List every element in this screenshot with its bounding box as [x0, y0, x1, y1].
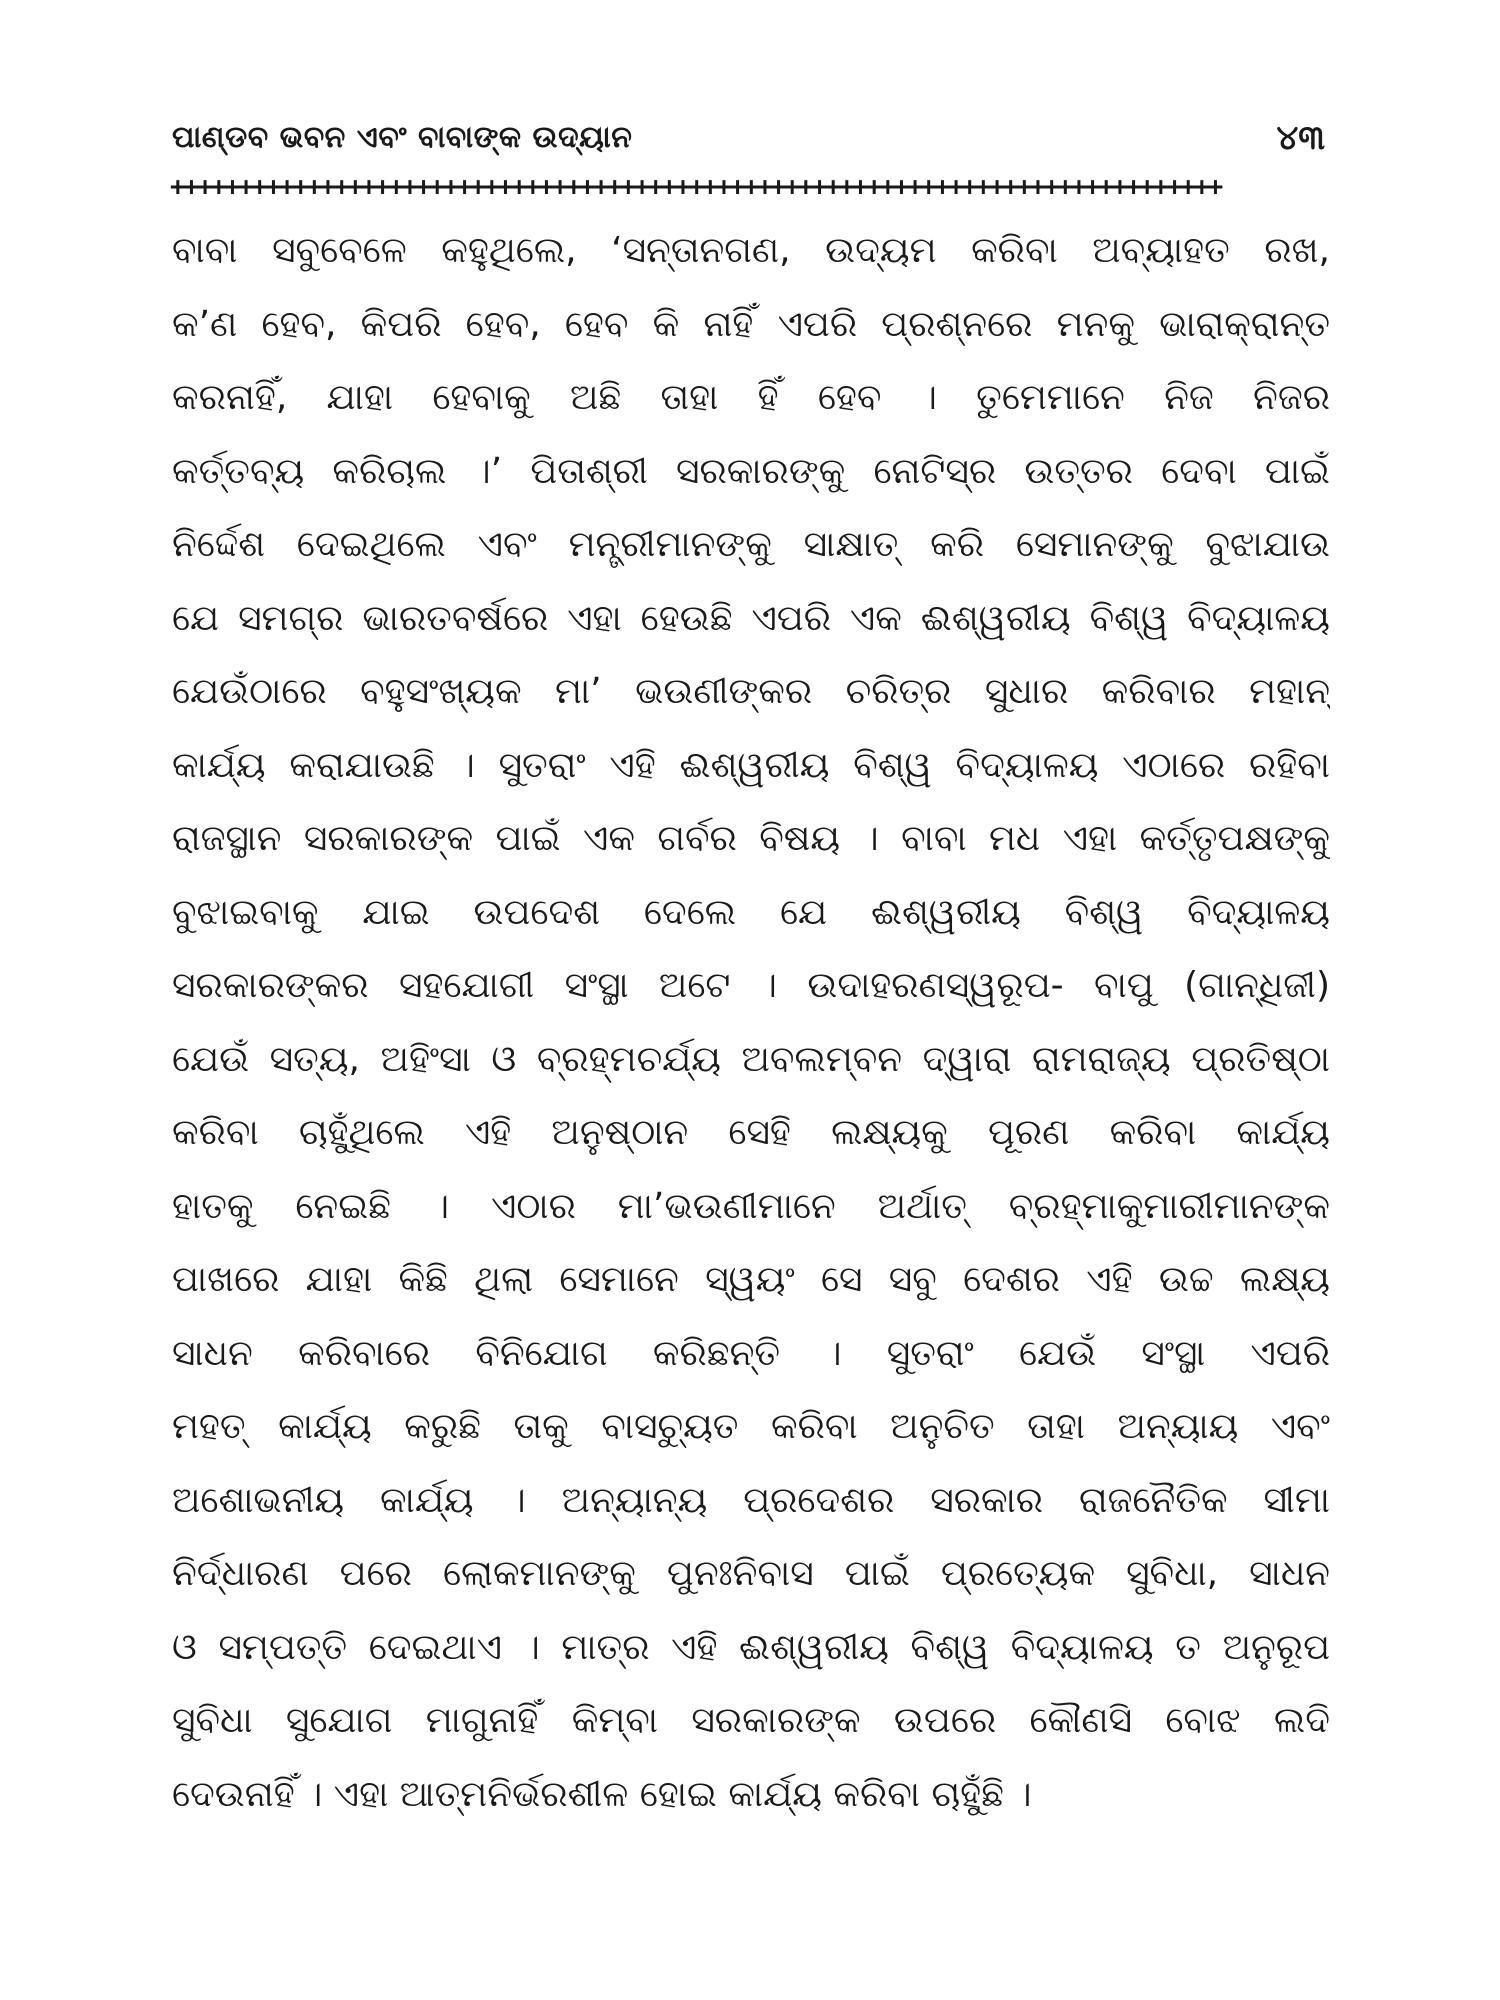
text-line: ସାଧନ କରିବାରେ ବିନିଯୋଗ କରିଛନ୍ତି । ସୁତରାଂ ଯେଉଁ ସଂସ୍ଥା ଏପରି	[172, 1332, 1330, 1374]
text-line: କରିବା ଚାହୁଁଥିଲେ ଏହି ଅନୁଷ୍ଠାନ ସେହି ଲକ୍ଷ୍ୟକୁ ପୂରଣ କରିବା କାର୍ଯ୍ୟ	[172, 1112, 1330, 1153]
text-line: କର୍ତ୍ତବ୍ୟ କରିଚାଲ ।’ ପିତାଶ୍ରୀ ସରକାରଙ୍କୁ ନୋଟିସ୍‌ର ଉତ୍ତର ଦେବା ପାଇଁ	[172, 450, 1330, 492]
body-paragraph	[172, 214, 1330, 1831]
text-line: ନିର୍ଦ୍ଧାରଣ ପରେ ଲୋକମାନଙ୍କୁ ପୁନଃନିବାସ ପାଇଁ ପ୍ରତ୍ୟେକ ସୁବିଧା, ସାଧନ	[172, 1553, 1330, 1594]
running-title: ପାଣ୍ଡବ ଭବନ ଏବଂ ବାବାଙ୍କ ଉଦ୍ୟାନ	[172, 120, 633, 155]
text-line: ବୁଝାଇବାକୁ ଯାଇ ଉପଦେଶ ଦେଲେ ଯେ ଈଶ୍ୱରୀୟ ବିଶ୍ୱ ବିଦ୍ୟାଳୟ	[172, 891, 1330, 933]
text-line: ଯେଉଁ ସତ୍ୟ, ଅହିଂସା ଓ ବ୍ରହ୍ମଚର୍ଯ୍ୟ ଅବଲମ୍ବନ ଦ୍ୱାରା ରାମରାଜ୍ୟ ପ୍ରତିଷ୍ଠା	[172, 1038, 1330, 1080]
text-line: କ’ଣ ହେବ, କିପରି ହେବ, ହେବ କି ନାହିଁ ଏପରି ପ୍ରଶ୍ନରେ ମନକୁ ଭାରାକ୍ରାନ୍ତ	[172, 303, 1330, 345]
page-number: ୪୩	[1276, 118, 1325, 158]
text-line: ହାତକୁ ନେଇଛି । ଏଠାର ମା’ଭଉଣୀମାନେ ଅର୍ଥାତ୍ ବ୍ରହ୍ମାକୁମାରୀମାନଙ୍କ	[172, 1185, 1330, 1227]
text-line: ସୁବିଧା ସୁଯୋଗ ମାଗୁନାହିଁ କିମ୍ବା ସରକାରଙ୍କ ଉପରେ କୌଣସି ବୋଝ ଲଦି	[172, 1700, 1330, 1741]
text-line: ସରକାରଙ୍କର ସହଯୋଗୀ ସଂସ୍ଥା ଅଟେ । ଉଦାହରଣସ୍ୱରୂପ- ବାପୁ (ଗାନ୍ଧିଜୀ)	[172, 965, 1330, 1006]
text-line: ବାବା ସବୁବେଳେ କହୁଥିଲେ, ‘ସନ୍ତାନଗଣ, ଉଦ୍ୟମ କରିବା ଅବ୍ୟାହତ ରଖ,	[172, 230, 1330, 271]
text-line: ଯେ ସମଗ୍ର ଭାରତବର୍ଷରେ ଏହା ହେଉଛି ଏପରି ଏକ ଈଶ୍ୱରୀୟ ବିଶ୍ୱ ବିଦ୍ୟାଳୟ	[172, 597, 1330, 639]
text-line: ଦେଉନାହିଁ । ଏହା ଆତ୍ମନିର୍ଭରଶୀଳ ହୋଇ କାର୍ଯ୍ୟ କରିବା ଚାହୁଁଛି ।	[172, 1773, 1032, 1815]
text-line: ରାଜସ୍ଥାନ ସରକାରଙ୍କ ପାଇଁ ଏକ ଗର୍ବର ବିଷୟ । ବାବା ମଧ ଏହା କର୍ତ୍ତୃପକ୍ଷଙ୍କୁ	[172, 818, 1330, 859]
text-line: ମହତ୍ କାର୍ଯ୍ୟ କରୁଛି ତାକୁ ବାସଚ୍ୟୁତ କରିବା ଅନୁଚିତ ତାହା ଅନ୍ୟାୟ ଏବଂ	[172, 1406, 1330, 1447]
text-line: ପାଖରେ ଯାହା କିଛି ଥିଲା ସେମାନେ ସ୍ୱୟଂ ସେ ସବୁ ଦେଶର ଏହି ଉଚ୍ଚ ଲକ୍ଷ୍ୟ	[172, 1259, 1330, 1300]
text-line: ନିର୍ଦ୍ଦେଶ ଦେଇଥିଲେ ଏବଂ ମନ୍ତ୍ରୀମାନଙ୍କୁ ସାକ୍ଷାତ୍ କରି ସେମାନଙ୍କୁ ବୁଝାଯାଉ	[172, 524, 1330, 565]
text-line: ଅଶୋଭନୀୟ କାର୍ଯ୍ୟ । ଅନ୍ୟାନ୍ୟ ପ୍ରଦେଶର ସରକାର ରାଜନୈତିକ ସୀମା	[172, 1479, 1330, 1521]
text-line: କରନାହିଁ, ଯାହା ହେବାକୁ ଅଛି ତାହା ହିଁ ହେବ । ତୁମେମାନେ ନିଜ ନିଜର	[172, 377, 1330, 418]
text-line: ଓ ସମ୍ପତ୍ତି ଦେଇଥାଏ । ମାତ୍ର ଏହି ଈଶ୍ୱରୀୟ ବିଶ୍ୱ ବିଦ୍ୟାଳୟ ତ ଅନୁରୂପ	[172, 1626, 1330, 1668]
text-line: କାର୍ଯ୍ୟ କରାଯାଉଛି । ସୁତରାଂ ଏହି ଈଶ୍ୱରୀୟ ବିଶ୍ୱ ବିଦ୍ୟାଳୟ ଏଠାରେ ରହିବା	[172, 744, 1330, 786]
decorative-rule: +++++++++++++++++++++++++++++++++++++++++++++++++++++++++++++++++++++++++++++	[170, 172, 1222, 202]
text-line: ଯେଉଁଠାରେ ବହୁସଂଖ୍ୟକ ମା’ ଭଉଣୀଙ୍କର ଚରିତ୍ର ସୁଧାର କରିବାର ମହାନ୍	[172, 671, 1330, 712]
